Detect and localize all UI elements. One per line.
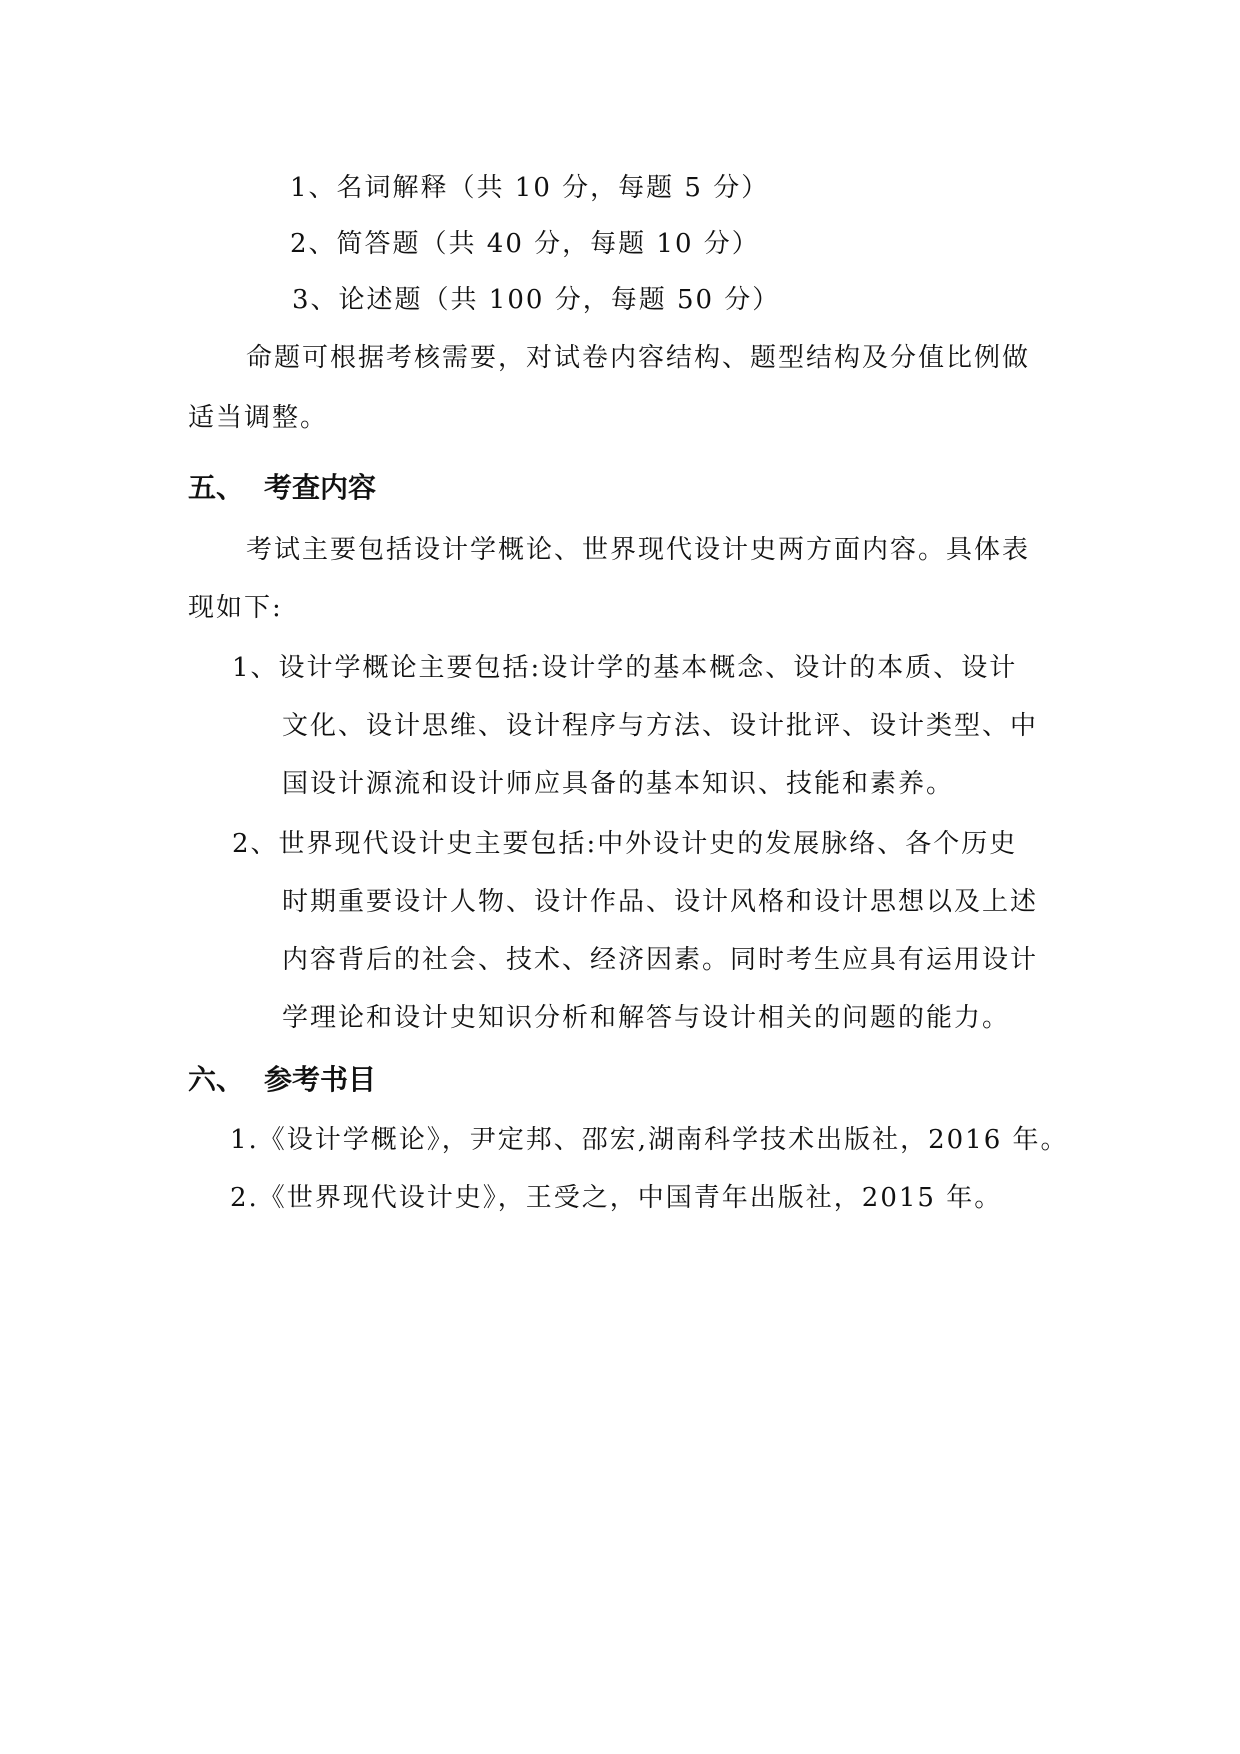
score-item-2: 2、简答题（共 40 分，每题 10 分） [290,229,760,259]
section-6-title: 参考书目 [264,1063,377,1096]
score-item-1: 1、名词解释（共 10 分，每题 5 分） [290,173,770,203]
content-item-1-line-3: 国设计源流和设计师应具备的基本知识、技能和素养。 [282,769,955,799]
section-5-intro-line-2: 现如下: [188,593,283,623]
content-item-2-line-2: 时期重要设计人物、设计作品、设计风格和设计思想以及上述 [282,887,1039,917]
section-5-number: 五、 [188,471,245,504]
content-item-2-line-3: 内容背后的社会、技术、经济因素。同时考生应具有运用设计 [282,945,1039,975]
section-5-intro-line-1: 考试主要包括设计学概论、世界现代设计史两方面内容。具体表 [246,535,1031,565]
reference-2: 2.《世界现代设计史》，王受之，中国青年出版社，2015 年。 [230,1183,1003,1213]
content-item-2-line-1: 2、世界现代设计史主要包括:中外设计史的发展脉络、各个历史 [232,829,1018,859]
content-item-2-line-4: 学理论和设计史知识分析和解答与设计相关的问题的能力。 [282,1003,1011,1033]
section-6-number: 六、 [188,1063,245,1096]
adjust-note-line-2: 适当调整。 [188,403,329,433]
score-item-3: 3、论述题（共 100 分，每题 50 分） [292,285,781,315]
section-6-heading [188,1062,376,1098]
content-item-1-line-1: 1、设计学概论主要包括:设计学的基本概念、设计的本质、设计 [232,653,1018,683]
adjust-note-line-1: 命题可根据考核需要，对试卷内容结构、题型结构及分值比例做 [246,343,1031,373]
section-5-heading [188,470,376,506]
content-item-1-line-2: 文化、设计思维、设计程序与方法、设计批评、设计类型、中 [282,711,1039,741]
section-5-title: 考查内容 [264,471,377,504]
reference-1: 1.《设计学概论》，尹定邦、邵宏,湖南科学技术出版社，2016 年。 [230,1125,1069,1155]
